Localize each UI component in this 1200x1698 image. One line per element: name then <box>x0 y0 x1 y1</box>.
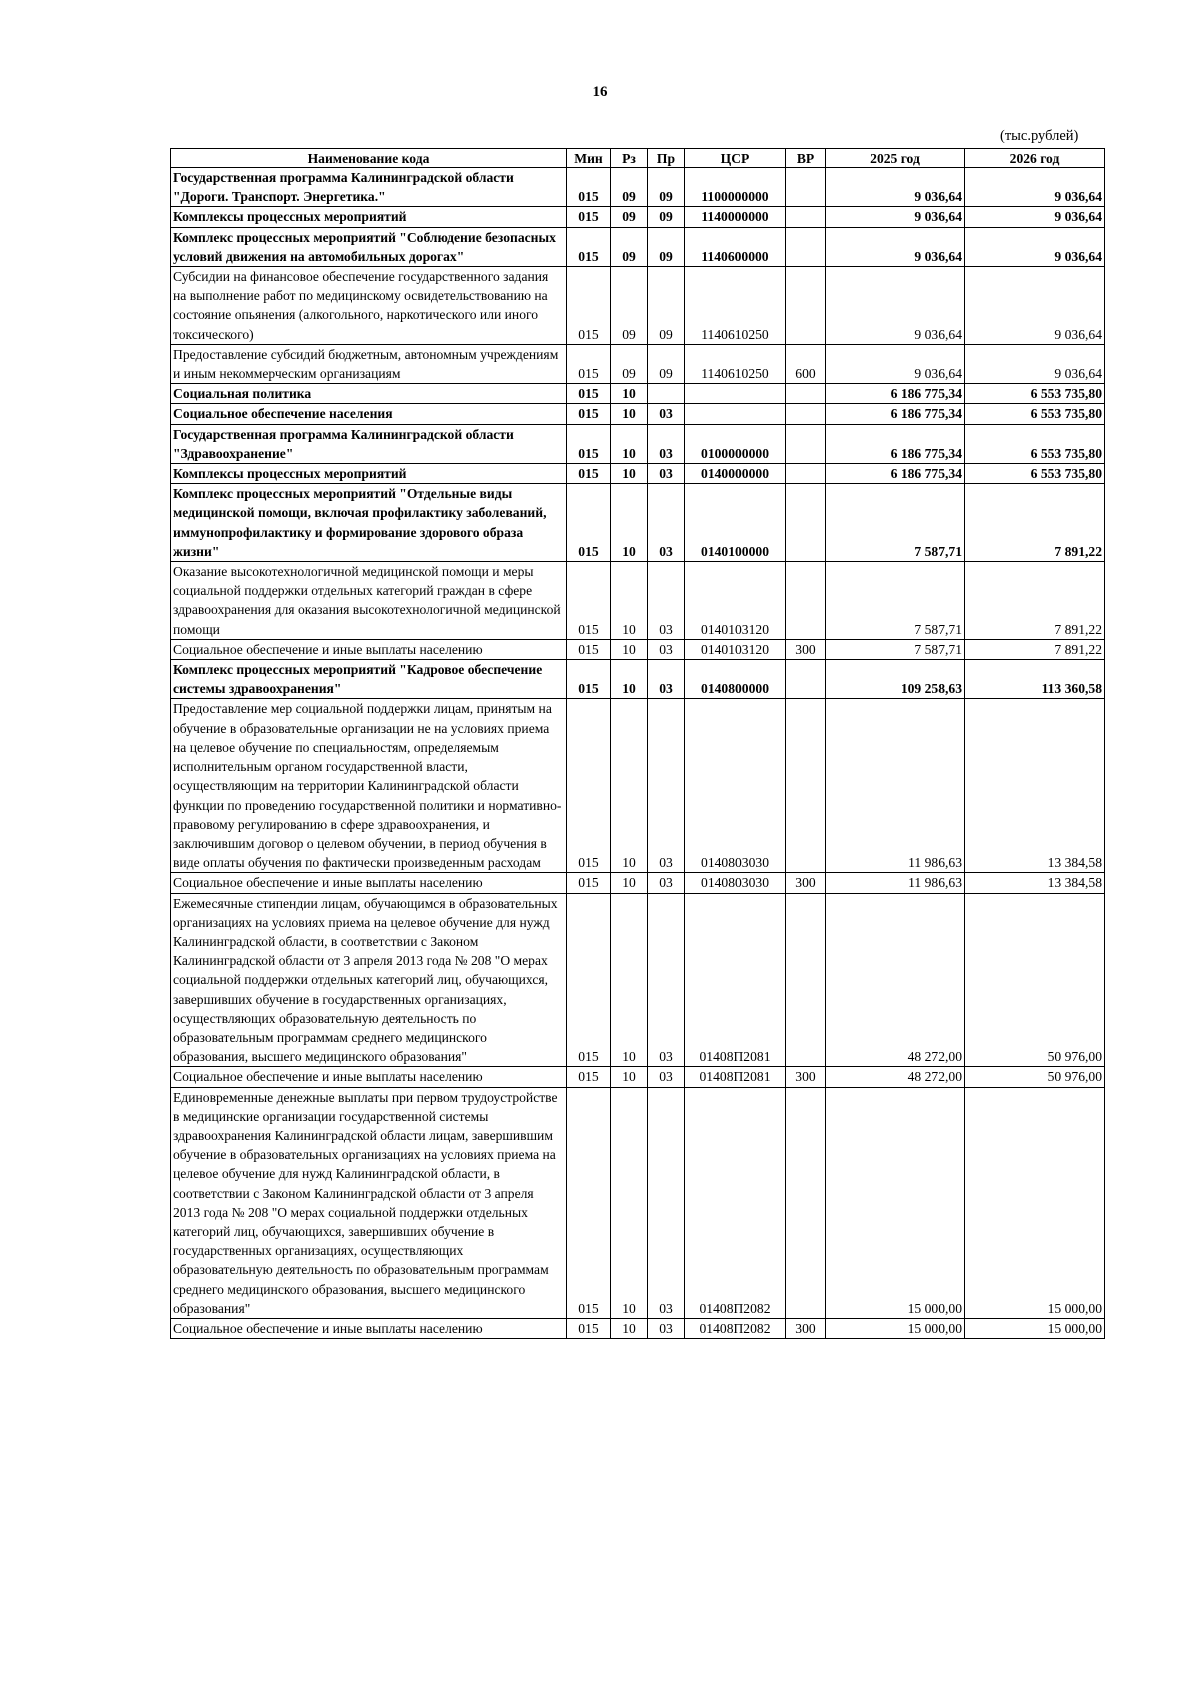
row-name: Предоставление субсидий бюджетным, автономным учреждениям и иным некоммерческим организациям <box>171 344 567 383</box>
row-pr: 03 <box>648 1067 685 1087</box>
row-2026: 13 384,58 <box>965 873 1105 893</box>
row-2025: 109 258,63 <box>826 660 965 699</box>
row-csr: 1140610250 <box>685 267 786 345</box>
header-rz: Рз <box>611 149 648 168</box>
header-2025: 2025 год <box>826 149 965 168</box>
table-row <box>171 699 1105 873</box>
row-csr: 0140103120 <box>685 639 786 659</box>
row-2025: 9 036,64 <box>826 344 965 383</box>
row-csr <box>685 384 786 404</box>
row-vr <box>786 484 826 562</box>
row-pr: 09 <box>648 168 685 207</box>
row-csr: 0140000000 <box>685 464 786 484</box>
row-2025: 9 036,64 <box>826 267 965 345</box>
table-row <box>171 404 1105 424</box>
row-csr: 0140100000 <box>685 484 786 562</box>
row-pr <box>648 384 685 404</box>
table-row <box>171 464 1105 484</box>
header-row <box>171 149 1105 168</box>
header-vr: ВР <box>786 149 826 168</box>
unit-note: (тыс.рублей) <box>1000 128 1079 144</box>
row-min: 015 <box>567 227 611 266</box>
table-row <box>171 267 1105 345</box>
row-min: 015 <box>567 660 611 699</box>
row-name: Социальное обеспечение населения <box>171 404 567 424</box>
row-vr <box>786 699 826 873</box>
row-2025: 15 000,00 <box>826 1318 965 1338</box>
row-rz: 10 <box>611 893 648 1067</box>
row-min: 015 <box>567 873 611 893</box>
row-vr <box>786 660 826 699</box>
row-2026: 50 976,00 <box>965 893 1105 1067</box>
row-2026: 6 553 735,80 <box>965 404 1105 424</box>
table-row <box>171 893 1105 1067</box>
row-rz: 10 <box>611 1067 648 1087</box>
row-min: 015 <box>567 168 611 207</box>
row-pr: 03 <box>648 562 685 640</box>
page-number: 16 <box>592 84 608 100</box>
row-name: Государственная программа Калининградской области "Дороги. Транспорт. Энергетика." <box>171 168 567 207</box>
row-min: 015 <box>567 424 611 463</box>
row-vr <box>786 227 826 266</box>
row-2026: 9 036,64 <box>965 227 1105 266</box>
row-rz: 10 <box>611 384 648 404</box>
row-name: Субсидии на финансовое обеспечение государственного задания на выполнение работ по медицинскому освидетельствованию на состояние опьянения (алкогольного, наркотического или иного токсического) <box>171 267 567 345</box>
row-rz: 10 <box>611 873 648 893</box>
row-2026: 7 891,22 <box>965 639 1105 659</box>
table-row <box>171 227 1105 266</box>
row-rz: 09 <box>611 267 648 345</box>
row-vr <box>786 384 826 404</box>
row-rz: 10 <box>611 1318 648 1338</box>
row-2026: 7 891,22 <box>965 484 1105 562</box>
row-2026: 9 036,64 <box>965 168 1105 207</box>
row-vr: 300 <box>786 639 826 659</box>
table-row <box>171 484 1105 562</box>
table-row <box>171 384 1105 404</box>
row-2025: 11 986,63 <box>826 873 965 893</box>
row-name: Государственная программа Калининградской области "Здравоохранение" <box>171 424 567 463</box>
row-2025: 9 036,64 <box>826 227 965 266</box>
row-min: 015 <box>567 1318 611 1338</box>
header-csr: ЦСР <box>685 149 786 168</box>
row-name: Социальное обеспечение и иные выплаты населению <box>171 1067 567 1087</box>
row-name: Комплексы процессных мероприятий <box>171 207 567 227</box>
row-name: Социальное обеспечение и иные выплаты населению <box>171 639 567 659</box>
row-2026: 15 000,00 <box>965 1087 1105 1318</box>
row-min: 015 <box>567 893 611 1067</box>
table-row <box>171 873 1105 893</box>
row-name: Комплексы процессных мероприятий <box>171 464 567 484</box>
row-2025: 6 186 775,34 <box>826 424 965 463</box>
row-csr: 01408П2081 <box>685 1067 786 1087</box>
row-2026: 6 553 735,80 <box>965 384 1105 404</box>
row-pr: 09 <box>648 267 685 345</box>
row-vr <box>786 404 826 424</box>
row-pr: 03 <box>648 873 685 893</box>
row-pr: 09 <box>648 207 685 227</box>
row-min: 015 <box>567 1067 611 1087</box>
row-pr: 03 <box>648 404 685 424</box>
row-vr <box>786 168 826 207</box>
row-name: Комплекс процессных мероприятий "Соблюдение безопасных условий движения на автомобильных дорогах" <box>171 227 567 266</box>
row-vr <box>786 562 826 640</box>
budget-table <box>170 148 1105 1339</box>
row-pr: 09 <box>648 227 685 266</box>
table-row <box>171 562 1105 640</box>
header-pr: Пр <box>648 149 685 168</box>
row-vr: 600 <box>786 344 826 383</box>
row-vr: 300 <box>786 1318 826 1338</box>
row-csr: 1140600000 <box>685 227 786 266</box>
row-csr <box>685 404 786 424</box>
row-csr: 0140800000 <box>685 660 786 699</box>
row-rz: 09 <box>611 227 648 266</box>
row-2025: 15 000,00 <box>826 1087 965 1318</box>
row-rz: 09 <box>611 344 648 383</box>
table-row <box>171 1087 1105 1318</box>
row-min: 015 <box>567 344 611 383</box>
row-name: Единовременные денежные выплаты при первом трудоустройстве в медицинские организации государственной системы здравоохранения Калининградской области лицам, завершившим обучение в образовательных организациях на условиях приема на целевое обучение для нужд Калининградской области, в соответствии с Законом Калининградской области от 3 апреля 2013 года № 208 "О мерах социальной поддержки отдельных категорий лиц, обучающихся, завершивших обучение в государственных организациях, осуществляющих образовательную деятельность по образовательным программам среднего медицинского образования, высшего медицинского образования" <box>171 1087 567 1318</box>
row-2026: 113 360,58 <box>965 660 1105 699</box>
row-name: Комплекс процессных мероприятий "Кадровое обеспечение системы здравоохранения" <box>171 660 567 699</box>
row-pr: 03 <box>648 660 685 699</box>
row-vr <box>786 893 826 1067</box>
row-pr: 03 <box>648 424 685 463</box>
row-rz: 10 <box>611 639 648 659</box>
row-2026: 13 384,58 <box>965 699 1105 873</box>
row-vr: 300 <box>786 873 826 893</box>
row-2026: 9 036,64 <box>965 207 1105 227</box>
row-csr: 0140803030 <box>685 699 786 873</box>
row-csr: 01408П2081 <box>685 893 786 1067</box>
table-row <box>171 1067 1105 1087</box>
row-name: Социальная политика <box>171 384 567 404</box>
row-csr: 0140803030 <box>685 873 786 893</box>
row-2026: 50 976,00 <box>965 1067 1105 1087</box>
row-vr <box>786 207 826 227</box>
row-csr: 1100000000 <box>685 168 786 207</box>
table-row <box>171 660 1105 699</box>
table-row <box>171 344 1105 383</box>
row-pr: 03 <box>648 1087 685 1318</box>
row-2025: 9 036,64 <box>826 207 965 227</box>
row-2026: 15 000,00 <box>965 1318 1105 1338</box>
row-rz: 10 <box>611 699 648 873</box>
row-2025: 48 272,00 <box>826 893 965 1067</box>
row-pr: 03 <box>648 1318 685 1338</box>
row-csr: 1140000000 <box>685 207 786 227</box>
row-rz: 10 <box>611 562 648 640</box>
row-name: Оказание высокотехнологичной медицинской помощи и меры социальной поддержки отдельных категорий граждан в сфере здравоохранения для оказания высокотехнологичной медицинской помощи <box>171 562 567 640</box>
row-vr <box>786 1087 826 1318</box>
row-rz: 10 <box>611 1087 648 1318</box>
table-row <box>171 639 1105 659</box>
row-name: Ежемесячные стипендии лицам, обучающимся в образовательных организациях на условиях приема на целевое обучение для нужд Калининградской области, в соответствии с Законом Калининградской области от 3 апреля 2013 года № 208 "О мерах социальной поддержки отдельных категорий лиц, обучающихся, завершивших обучение в государственных организациях, осуществляющих образовательную деятельность по образовательным программам среднего медицинского образования, высшего медицинского образования" <box>171 893 567 1067</box>
row-2025: 7 587,71 <box>826 562 965 640</box>
row-2025: 6 186 775,34 <box>826 384 965 404</box>
row-pr: 03 <box>648 484 685 562</box>
row-2025: 7 587,71 <box>826 639 965 659</box>
row-rz: 10 <box>611 660 648 699</box>
row-name: Предоставление мер социальной поддержки лицам, принятым на обучение в образовательные организации не на условиях приема на целевое обучение по специальностям, определяемым исполнительным органом государственной власти, осуществляющим на территории Калининградской области функции по проведению государственной политики и нормативно-правовому регулированию в сфере здравоохранения, и заключившим договор о целевом обучении, в период обучения в виде оплаты обучения по фактически произведенным расходам <box>171 699 567 873</box>
row-2026: 9 036,64 <box>965 344 1105 383</box>
row-csr: 01408П2082 <box>685 1087 786 1318</box>
header-name: Наименование кода <box>171 149 567 168</box>
row-name: Комплекс процессных мероприятий "Отдельные виды медицинской помощи, включая профилактику заболеваний, иммунопрофилактику и формирование здорового образа жизни" <box>171 484 567 562</box>
row-rz: 09 <box>611 168 648 207</box>
row-rz: 10 <box>611 484 648 562</box>
table-row <box>171 1318 1105 1338</box>
row-2025: 48 272,00 <box>826 1067 965 1087</box>
row-rz: 10 <box>611 404 648 424</box>
row-rz: 09 <box>611 207 648 227</box>
row-pr: 03 <box>648 639 685 659</box>
row-vr <box>786 424 826 463</box>
table-row <box>171 168 1105 207</box>
row-min: 015 <box>567 484 611 562</box>
row-2025: 11 986,63 <box>826 699 965 873</box>
row-min: 015 <box>567 1087 611 1318</box>
row-rz: 10 <box>611 424 648 463</box>
row-csr: 0100000000 <box>685 424 786 463</box>
row-vr: 300 <box>786 1067 826 1087</box>
row-csr: 0140103120 <box>685 562 786 640</box>
row-min: 015 <box>567 699 611 873</box>
row-min: 015 <box>567 464 611 484</box>
row-2025: 9 036,64 <box>826 168 965 207</box>
row-min: 015 <box>567 562 611 640</box>
table-row <box>171 424 1105 463</box>
row-min: 015 <box>567 384 611 404</box>
row-pr: 03 <box>648 699 685 873</box>
row-pr: 09 <box>648 344 685 383</box>
row-min: 015 <box>567 639 611 659</box>
row-2025: 6 186 775,34 <box>826 404 965 424</box>
row-2026: 6 553 735,80 <box>965 464 1105 484</box>
row-vr <box>786 267 826 345</box>
row-rz: 10 <box>611 464 648 484</box>
row-name: Социальное обеспечение и иные выплаты населению <box>171 1318 567 1338</box>
header-min: Мин <box>567 149 611 168</box>
row-pr: 03 <box>648 464 685 484</box>
row-min: 015 <box>567 404 611 424</box>
row-2026: 7 891,22 <box>965 562 1105 640</box>
row-min: 015 <box>567 207 611 227</box>
row-name: Социальное обеспечение и иные выплаты населению <box>171 873 567 893</box>
row-vr <box>786 464 826 484</box>
header-2026: 2026 год <box>965 149 1105 168</box>
row-2026: 6 553 735,80 <box>965 424 1105 463</box>
row-2026: 9 036,64 <box>965 267 1105 345</box>
row-2025: 6 186 775,34 <box>826 464 965 484</box>
table-row <box>171 207 1105 227</box>
row-2025: 7 587,71 <box>826 484 965 562</box>
row-pr: 03 <box>648 893 685 1067</box>
row-csr: 1140610250 <box>685 344 786 383</box>
row-min: 015 <box>567 267 611 345</box>
row-csr: 01408П2082 <box>685 1318 786 1338</box>
